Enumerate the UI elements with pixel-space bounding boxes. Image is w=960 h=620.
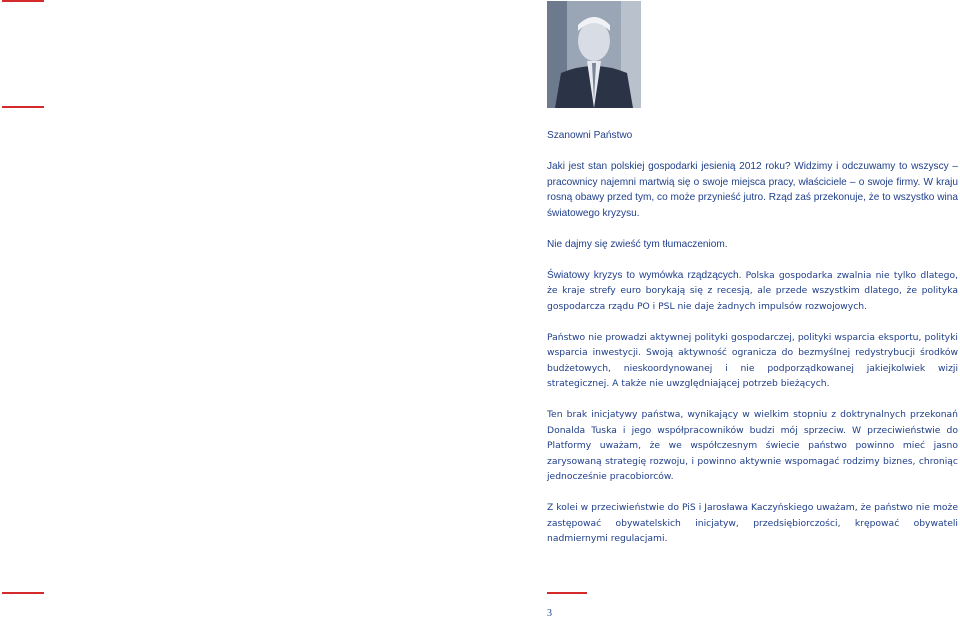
paragraph-4: Państwo nie prowadzi aktywnej polityki gospodarczej, polityki wsparcia eksportu, polityki wsparcia inwestycji. Swoją aktywność ogranicza do bezmyślnej redystrybucji środków budżetowych, nieskoordynowanej i nie podporządkowanej jakiejkolwiek wizji strategicznej. A także nie uwzględniającej potrzeb bieżących. xyxy=(547,331,958,389)
page-number: 3 xyxy=(547,608,552,619)
red-rule-top xyxy=(2,0,44,2)
paragraph-6: Z kolei w przeciwieństwie do PiS i Jarosława Kaczyńskiego uważam, że państwo nie może zastępować obywatelskich inicjatyw, przedsiębiorczości, krępować obywateli nadmiernymi regulacjami. xyxy=(547,502,958,544)
paragraph-5: Ten brak inicjatywy państwa, wynikający w wielkim stopniu z doktrynalnych przekonań Donalda Tuska i jego współpracowników budzi mój sprzeciw. W przeciwieństwie do Platformy uważam, że we współczesnym świecie państwo powinno mieć jasno zarysowaną strategię rozwoju, i powinno aktywnie wspomagać rodzimy biznes, chroniąc jednocześnie pracobiorców. xyxy=(547,409,958,482)
paragraph-1: Jaki jest stan polskiej gospodarki jesienią 2012 roku? Widzimy i odczuwamy to wszyscy – pracownicy najemni martwią się o swoje miejsca pracy, właściciele – o swoje firmy. W kraju rosną obawy przed tym, co może przynieść jutro. Rząd zaś przekonuje, że to wszystko wina światowego kryzysu. xyxy=(547,161,958,219)
greeting: Szanowni Państwo xyxy=(547,130,633,141)
paragraph-2: Nie dajmy się zwieść tym tłumaczeniom. xyxy=(547,238,728,250)
letter-body xyxy=(547,128,958,547)
paragraph-3-body: Polska gospodarka zwalnia nie tylko dlatego, że kraje strefy euro borykają się z recesją, ale przede wszystkim dlatego, że polityka gospodarcza rządu PO i PSL nie daje żadnych impulsów rozwojowych. xyxy=(547,269,958,312)
paragraph-3 xyxy=(547,268,958,315)
red-rule-bottom-right xyxy=(547,592,587,594)
portrait-illustration xyxy=(547,1,641,108)
red-rule-upper xyxy=(2,106,44,108)
author-portrait-photo xyxy=(547,1,641,108)
paragraph-3-lead: Światowy kryzys to wymówka rządzących. xyxy=(547,269,742,281)
red-rule-bottom-left xyxy=(2,592,44,594)
